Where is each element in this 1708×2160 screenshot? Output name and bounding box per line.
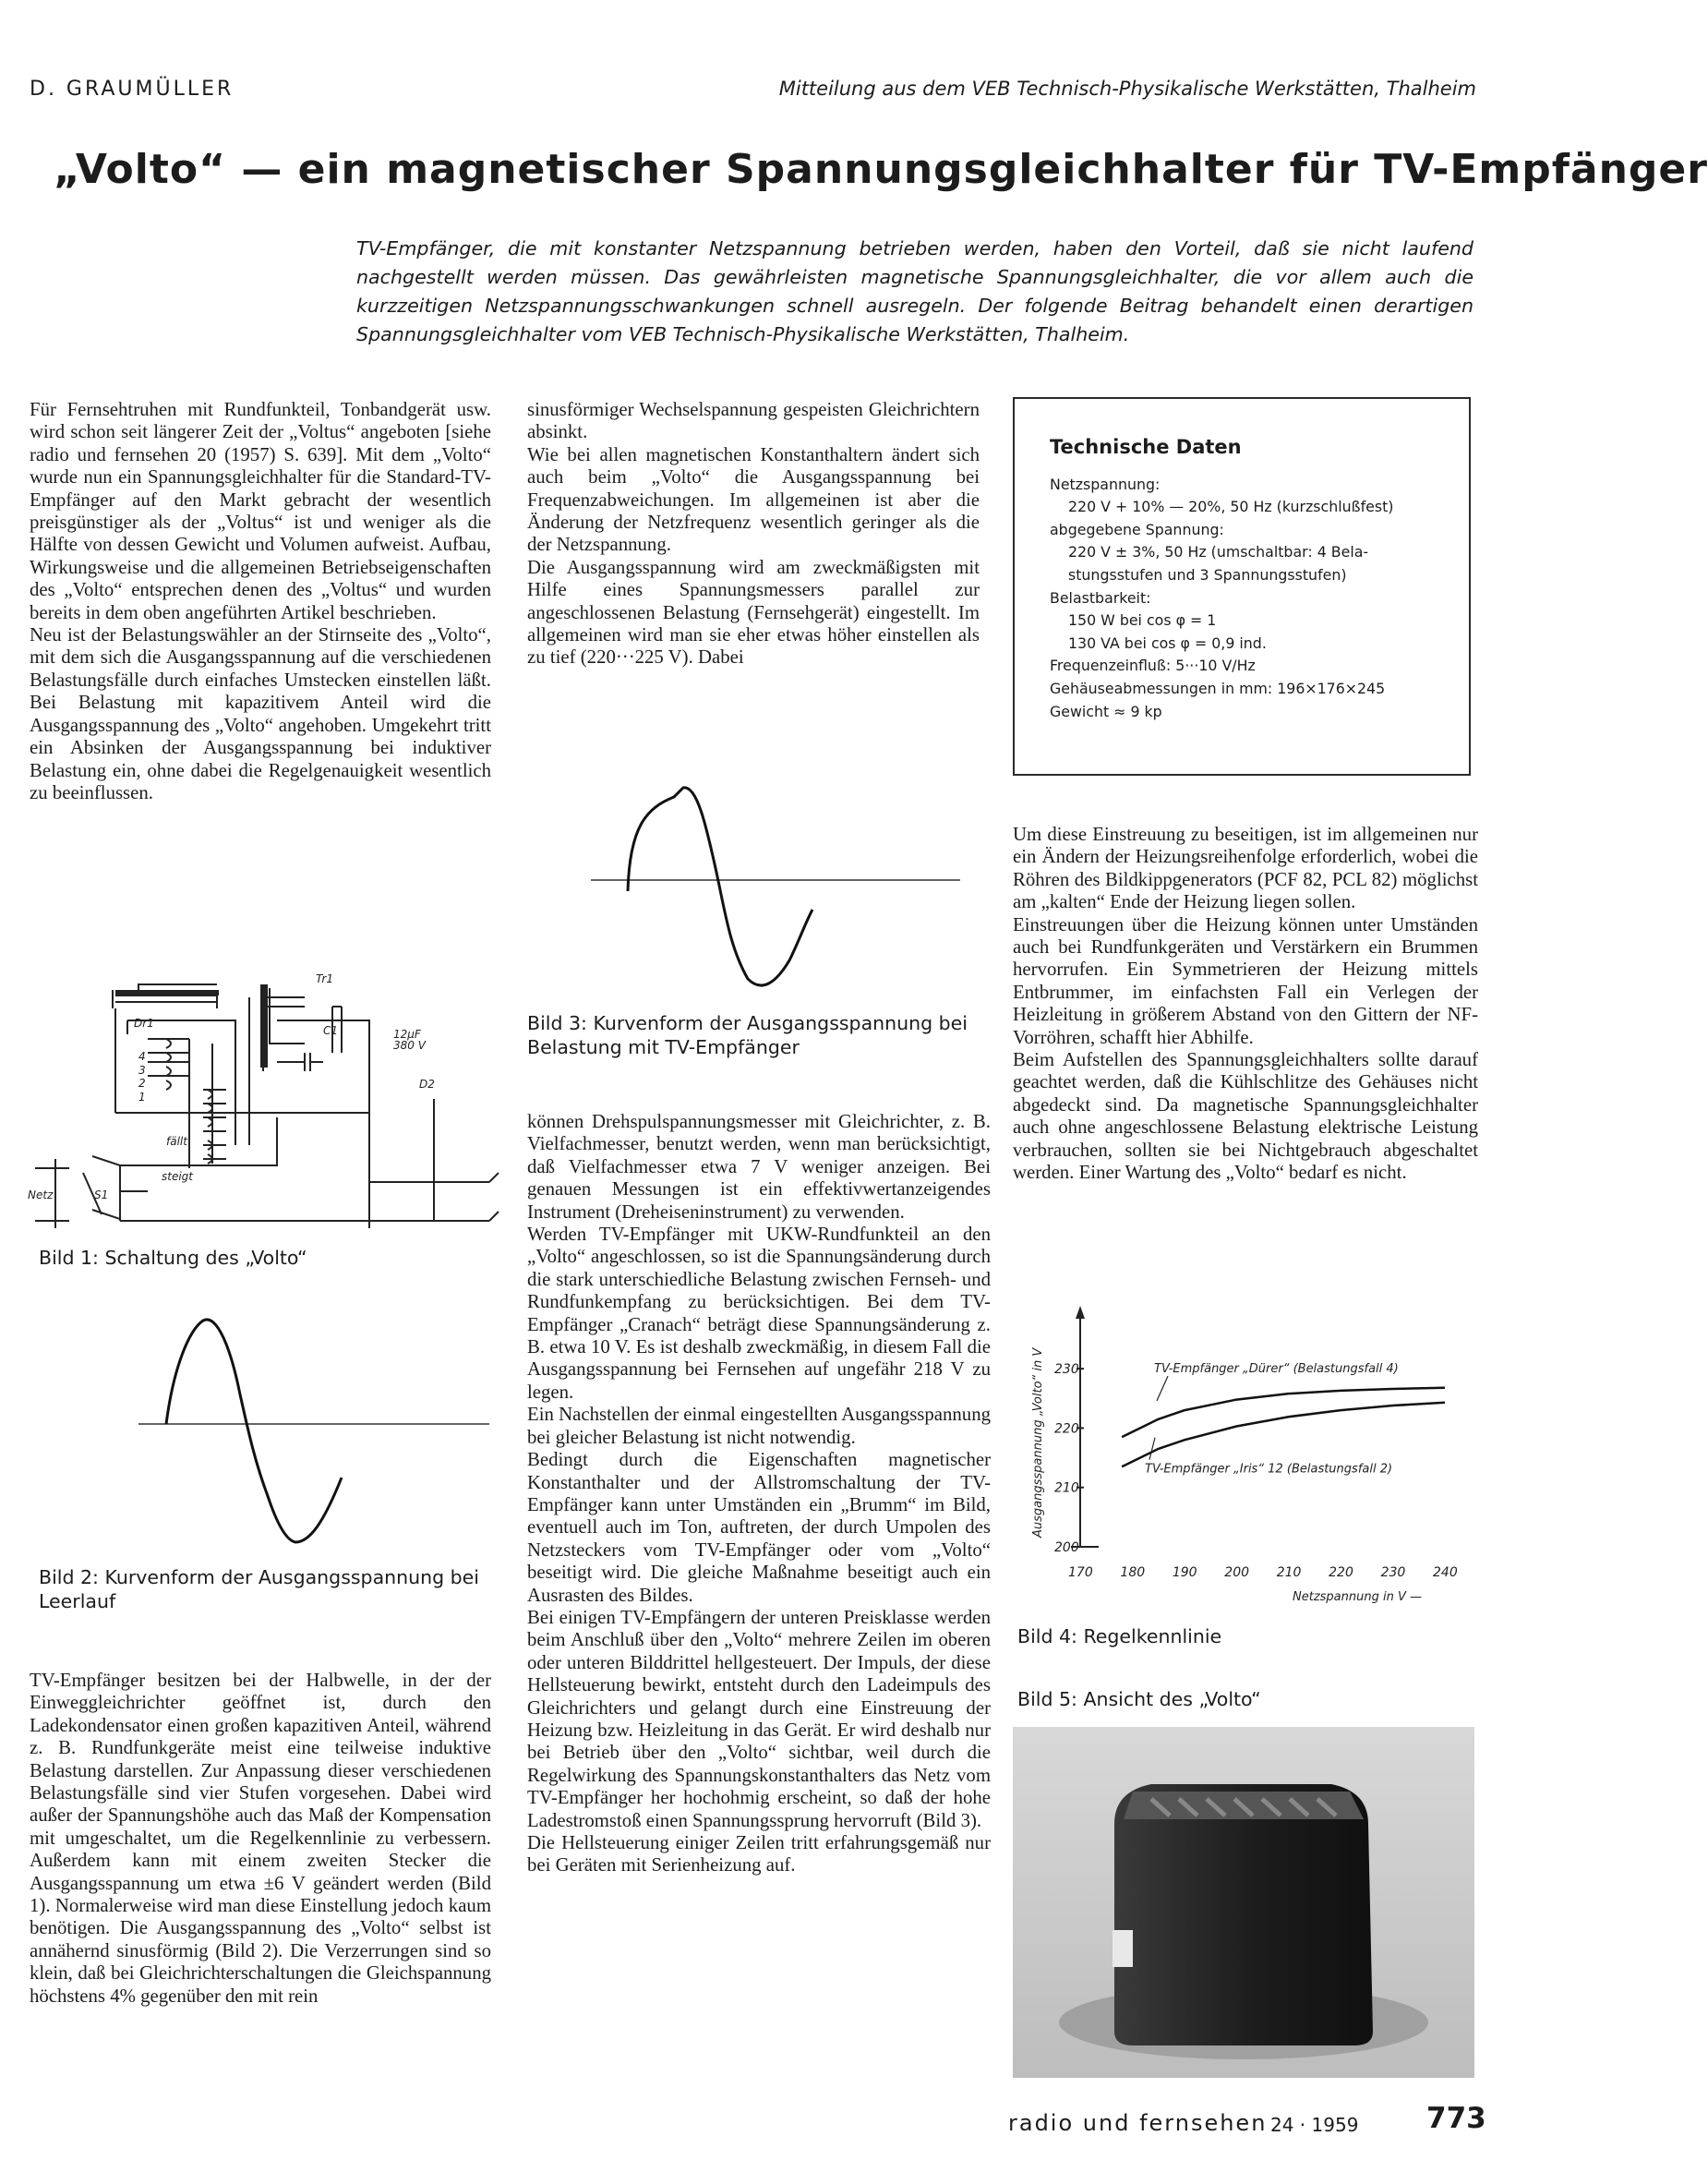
label-tr1: Tr1 (316, 972, 333, 985)
techdata-line: abgegebene Spannung: (1050, 520, 1224, 538)
column-2-top (527, 399, 980, 670)
label-dr1: Dr1 (134, 1017, 154, 1030)
label-d2: D2 (419, 1078, 435, 1091)
series-leader-2 (1149, 1438, 1155, 1460)
y-tick-label: 230 (1054, 1362, 1079, 1378)
x-tick-label: 230 (1380, 1565, 1406, 1580)
techdata-line: Gehäuseabmessungen in mm: 196×176×245 (1050, 679, 1386, 697)
label-3: 3 (138, 1064, 146, 1077)
techdata-line: Frequenzeinfluß: 5···10 V/Hz (1050, 657, 1256, 675)
page-number: 773 (1426, 2102, 1486, 2135)
series-label-1: TV-Empfänger „Dürer“ (Belastungsfall 4) (1154, 1362, 1399, 1377)
waveform-bild2 (138, 1311, 489, 1561)
series-label-2: TV-Empfänger „Iris“ 12 (Belastungsfall 2) (1145, 1462, 1393, 1477)
affiliation: Mitteilung aus dem VEB Technisch-Physikalische Werkstätten, Thalheim (778, 78, 1476, 100)
series-leader-1 (1157, 1376, 1168, 1401)
series-line-2 (1122, 1403, 1445, 1466)
x-tick-label: 220 (1329, 1565, 1353, 1580)
y-tick-label: 220 (1054, 1421, 1079, 1437)
label-4: 4 (138, 1050, 146, 1063)
x-tick-label: 210 (1276, 1565, 1302, 1580)
label-s1: S1 (94, 1189, 109, 1201)
techdata-line: Netzspannung: (1050, 475, 1161, 493)
paragraph: Neu ist der Belastungswähler an der Stirnseite des „Volto“, mit dem sich die Ausgangsspannung auf die verschiedenen Belastungsfälle durch einfaches Umstecken einstellen läßt. Bei Belastung mit kapazitivem Anteil wird die Ausgangsspannung des „Volto“ angehoben. Umgekehrt tritt ein Absinken der Ausgangsspannung bei induktiver Belastung ein, ohne dabei die Regelgenauigkeit wesentlich zu beeinflussen. (30, 624, 491, 803)
technical-data-box (1013, 397, 1471, 776)
column-2-bottom (527, 1111, 991, 1877)
author: D. GRAUMÜLLER (30, 78, 235, 101)
label-c1: C1 (323, 1024, 339, 1037)
caption-bild5: Bild 5: Ansicht des „Volto“ (1017, 1688, 1261, 1710)
techdata-line: 220 V + 10% — 20%, 50 Hz (kurzschlußfest) (1068, 498, 1394, 516)
x-tick-label: 170 (1068, 1565, 1093, 1580)
footer-magazine: radio und fernsehen (1008, 2110, 1268, 2136)
paragraph: Wie bei allen magnetischen Konstanthaltern ändert sich auch beim „Volto“ die Ausgangsspannung bei Frequenzabweichungen. Im allgemeinen ist aber die Änderung der Netzfrequenz wesentlich geringer als die der Netzspannung. (527, 443, 980, 556)
waveform-bild3 (591, 771, 960, 993)
caption-bild1: Bild 1: Schaltung des „Volto“ (39, 1247, 307, 1269)
paragraph: sinusförmiger Wechselspannung gespeisten Gleichrichtern absinkt. (527, 399, 980, 443)
x-tick-label: 190 (1172, 1565, 1197, 1580)
techdata-line: Belastbarkeit: (1050, 588, 1151, 607)
paragraph: TV-Empfänger besitzen bei der Halbwelle, in der der Einweggleichrichter geöffnet ist, durch den Ladekondensator einen großen kapazitiven Anteil, während z. B. Rundfunkgeräte meist eine teilweise induktive Belastung darstellen. Zur Anpassung dieser verschiedenen Belastungsfälle sind vier Stufen vorgesehen. Dabei wird außer der Spannungshöhe auch das Maß der Kompensation mit umgeschaltet, um die Regelkennlinie zu verbessern. Außerdem kann mit einem zweiten Stecker die Ausgangsspannung um etwa ±6 V geändert werden (Bild 1). Normalerweise wird man diese Einstellung jedoch kaum benötigen. Die Ausgangsspannung des „Volto“ selbst ist annähernd sinusförmig (Bild 2). Die Verzerrungen sind so klein, daß bei Gleichrichterschaltungen die Gleichspannung höchstens 4% gegenüber den mit rein (30, 1670, 491, 2007)
techdata-line: Gewicht ≈ 9 kp (1050, 702, 1162, 720)
lead-paragraph: TV-Empfänger, die mit konstanter Netzspannung betrieben werden, haben den Vorteil, daß sie nicht laufend nachgestellt werden müssen. Das gewährleisten magnetische Spannungsgleichhalter, die vor allem auch die kurzzeitigen Netzspannungsschwankungen schnell ausregeln. Der folgende Beitrag behandelt einen derartigen Spannungsgleichhalter vom VEB Technisch-Physikalische Werkstätten, Thalheim. (356, 237, 1473, 345)
label-netz: Netz (28, 1189, 54, 1201)
series-line-1 (1122, 1388, 1445, 1437)
volto-device-photo (1013, 1727, 1474, 2078)
paragraph: Die Hellsteuerung einiger Zeilen tritt erfahrungsgemäß nur bei Geräten mit Serienheizung auf. (527, 1832, 991, 1876)
column-1-top (30, 399, 491, 804)
column-3 (1013, 824, 1478, 1185)
paragraph: Bei einigen TV-Empfängern der unteren Preisklasse werden beim Anschluß über den „Volto“ mehrere Zeilen im oberen oder unteren Bilddrittel hellgesteuert. Der Impuls, der diese Hellsteuerung bewirkt, entsteht durch den Ladeimpuls des Gleichrichters und gelangt durch eine Einstreuung der Heizung bzw. Heizleitung in das Gerät. Er wird deshalb nur bei Betrieb über den „Volto“ sichtbar, weil durch die Regelwirkung des Spannungskonstanthalters das Netz vom TV-Empfänger her hochohmig erscheint, so daß der hohe Ladestromstoß einen Spannungssprung hervorruft (Bild 3). (527, 1606, 991, 1831)
y-axis-label: Ausgangsspannung „Volto“ in V (1031, 1347, 1045, 1538)
paragraph: Für Fernsehtruhen mit Rundfunkteil, Tonbandgerät usw. wird schon seit längerer Zeit der „Voltus“ angeboten [siehe radio und fernsehen 20 (1957) S. 639]. Mit dem „Volto“ wurde nun ein Spannungsgleichhalter für die Standard-TV-Empfänger auf den Markt gebracht der wesentlich preisgünstiger als der „Voltus“ ist und weniger als die Hälfte von dessen Gewicht und Volumen aufweist. Aufbau, Wirkungsweise und die allgemeinen Betriebseigenschaften des „Volto“ entsprechen denen des „Voltus“ und wurden bereits in dem oben angeführten Artikel beschrieben. (30, 399, 491, 623)
x-tick-label: 200 (1224, 1565, 1250, 1580)
caption-bild4: Bild 4: Regelkennlinie (1017, 1625, 1222, 1647)
article-title: „Volto“ — ein magnetischer Spannungsgleichhalter für TV-Empfänger (54, 146, 1708, 193)
y-tick-label: 200 (1054, 1540, 1079, 1555)
paragraph: Ein Nachstellen der einmal eingestellten Ausgangsspannung bei gleicher Belastung ist nicht notwendig. (527, 1404, 991, 1448)
footer-issue: 24 · 1959 (1270, 2114, 1359, 2136)
label-cap: 12μF (393, 1028, 421, 1041)
label-volt: 380 V (393, 1039, 426, 1052)
label-2: 2 (138, 1077, 146, 1090)
caption-bild3: Bild 3: Kurvenform der Ausgangsspannung bei Belastung mit TV-Empfänger (527, 1012, 968, 1058)
y-tick-label: 210 (1054, 1480, 1079, 1496)
x-tick-label: 180 (1120, 1565, 1146, 1580)
regelkennlinie-chart (1011, 1302, 1482, 1607)
techdata-heading: Technische Daten (1050, 436, 1242, 458)
y-axis-arrow (1076, 1306, 1085, 1319)
paragraph: Die Ausgangsspannung wird am zweckmäßigsten mit Hilfe eines Spannungsmessers parallel zur angeschlossenen Belastung (Fernsehgerät) eingestellt. Im allgemeinen wird man sie eher etwas höher einstellen als zu tief (220···225 V). Dabei (527, 556, 980, 669)
paragraph: Bedingt durch die Eigenschaften magnetischer Konstanthalter und der Allstromschaltung der TV-Empfänger kann unter Umständen ein „Brumm“ im Bild, eventuell auch im Ton, auftreten, der durch Umpolen des Netzsteckers vom TV-Empfänger oder vom „Volto“ beseitigt wird. Die gleiche Maßnahme beseitigt auch ein Ausrasten des Bildes. (527, 1449, 991, 1606)
paragraph: Einstreuungen über die Heizung können unter Umständen auch bei Rundfunkgeräten und Verstärkern ein Brummen hervorrufen. Ein Symmetrieren der Heizung mittels Entbrummer, im einfachsten Fall ein Verlegen der Heizleitung in größerem Abstand von den Gittern der NF-Vorröhren, schafft hier Abhilfe. (1013, 913, 1478, 1048)
column-1-bottom (30, 1670, 491, 2008)
techdata-line: 130 VA bei cos φ = 0,9 ind. (1068, 634, 1267, 652)
techdata-line: stungsstufen und 3 Spannungsstufen) (1068, 565, 1347, 584)
paragraph: Um diese Einstreuung zu beseitigen, ist im allgemeinen nur ein Ändern der Heizungsreihenfolge erforderlich, wobei die Röhren des Bildkippgenerators (PCF 82, PCL 82) möglichst am „kalten“ Ende der Heizung liegen sollen. (1013, 824, 1478, 913)
label-steigt: steigt (162, 1170, 193, 1183)
techdata-line: 220 V ± 3%, 50 Hz (umschaltbar: 4 Bela- (1068, 543, 1369, 561)
techdata-line: 150 W bei cos φ = 1 (1068, 611, 1217, 630)
label-1: 1 (138, 1091, 146, 1104)
paragraph: können Drehspulspannungsmesser mit Gleichrichter, z. B. Vielfachmesser, benutzt werden, wenn man berücksichtigt, daß Vielfachmesser etwa 7 V weniger anzeigen. Bei genauen Messungen ist ein effektivwertanzeigendes Instrument (Dreheiseninstrument) zu verwenden. (527, 1111, 991, 1223)
x-axis-label: Netzspannung in V — (1293, 1590, 1422, 1604)
caption-bild2: Bild 2: Kurvenform der Ausgangsspannung bei Leerlauf (39, 1566, 479, 1612)
x-tick-label: 240 (1433, 1565, 1458, 1580)
paragraph: Beim Aufstellen des Spannungsgleichhalters sollte darauf geachtet werden, daß die Kühlschlitze des Gehäuses nicht abgedeckt sind. Da magnetische Spannungsgleichhalter auch ohne angeschlossene Belastung elektrische Leistung verbrauchen, sollten sie bei Nichtgebrauch abgeschaltet werden. Einer Wartung des „Volto“ bedarf es nicht. (1013, 1049, 1478, 1184)
label-fallt: fällt (166, 1135, 187, 1148)
paragraph: Werden TV-Empfänger mit UKW-Rundfunkteil an den „Volto“ angeschlossen, so ist die Spannungsänderung durch die stark unterschiedliche Belastung zwischen Fernseh- und Rundfunkempfang zu berücksichtigen. Bei dem TV-Empfänger „Cranach“ beträgt diese Spannungsänderung z. B. etwa 10 V. Es ist deshalb zweckmäßig, in diesem Fall die Ausgangsspannung bei Fernsehen auf ungefähr 218 V zu legen. (527, 1224, 991, 1403)
circuit-schematic (28, 951, 508, 1233)
